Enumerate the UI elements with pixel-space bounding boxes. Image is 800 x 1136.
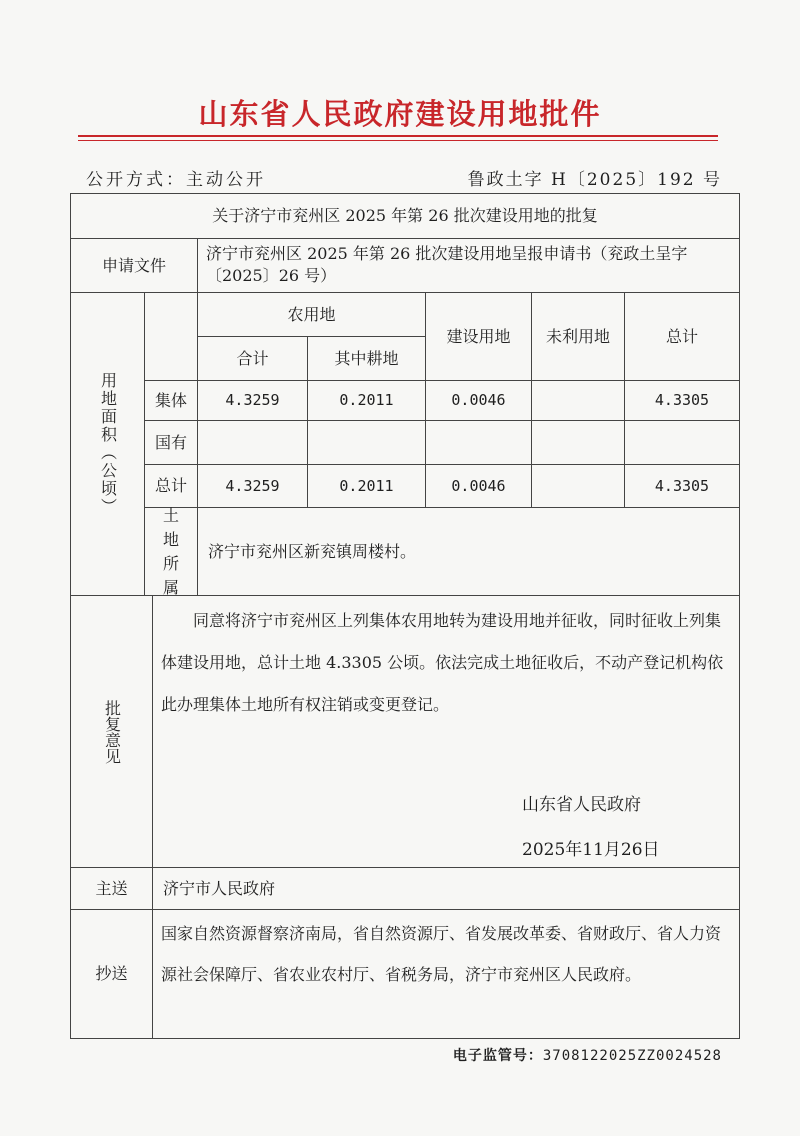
grand-subtotal: 4.3259 [197, 464, 308, 508]
state-construction [425, 420, 532, 465]
collective-construction: 0.0046 [425, 380, 532, 421]
approval-label-cell [70, 595, 153, 868]
row-label-grand-total: 总计 [144, 464, 198, 508]
title-red-rule-thin [78, 140, 718, 141]
grand-construction: 0.0046 [425, 464, 532, 508]
ownership-text: 济宁市兖州区新兖镇周楼村。 [197, 507, 740, 596]
cc-label: 抄送 [70, 909, 153, 1039]
collective-total: 4.3305 [624, 380, 740, 421]
sign-date: 2025年11月26日 [522, 840, 660, 860]
collective-unused [531, 380, 625, 421]
main-recipient-text: 济宁市人民政府 [152, 867, 740, 910]
collective-subtotal: 4.3259 [197, 380, 308, 421]
approval-text: 同意将济宁市兖州区上列集体农用地转为建设用地并征收，同时征收上列集体建设用地，总计土地 4.3305 公顷。依法完成土地征收后，不动产登记机构依此办理集体土地所有权注销或变更登记。 [161, 611, 724, 714]
document-number: 鲁政土字 H〔2025〕192 号 [467, 170, 722, 190]
e-code-value: 3708122025ZZ0024528 [542, 1048, 722, 1064]
approval-label: 批复意见 [102, 699, 122, 764]
application-text: 济宁市兖州区 2025 年第 26 批次建设用地呈报申请书（兖政土呈字〔2025〕26 号） [197, 238, 740, 293]
header-total: 总计 [624, 292, 740, 381]
header-subtotal: 合计 [197, 336, 308, 381]
document-title: 山东省人民政府建设用地批件 [198, 97, 602, 131]
header-construction: 建设用地 [425, 292, 532, 381]
header-corner-cell [144, 292, 198, 381]
state-subtotal [197, 420, 308, 465]
subject-row [70, 193, 740, 239]
main-recipient-label: 主送 [70, 867, 153, 910]
land-area-label-cell [70, 292, 145, 596]
state-cultivated [307, 420, 426, 465]
ownership-label: 土地所属 [144, 507, 198, 596]
collective-cultivated: 0.2011 [307, 380, 426, 421]
application-label: 申请文件 [70, 238, 198, 293]
approval-block [70, 595, 740, 868]
approval-opinion-cell [152, 595, 740, 868]
state-unused [531, 420, 625, 465]
approval-form-table [70, 193, 740, 1039]
grand-unused [531, 464, 625, 508]
signer: 山东省人民政府 [522, 795, 641, 815]
header-cultivated: 其中耕地 [307, 336, 426, 381]
title-red-rule [78, 135, 718, 137]
header-unused: 未利用地 [531, 292, 625, 381]
subject-text: 关于济宁市兖州区 2025 年第 26 批次建设用地的批复 [212, 206, 598, 225]
grand-cultivated: 0.2011 [307, 464, 426, 508]
row-label-state: 国有 [144, 420, 198, 465]
row-label-collective: 集体 [144, 380, 198, 421]
electronic-supervision-number [453, 1045, 722, 1065]
land-area-label: 用地面积（公顷） [98, 372, 118, 516]
disclosure-method: 公开方式：主动公开 [86, 170, 266, 190]
e-code-label: 电子监管号： [452, 1048, 543, 1064]
grand-total: 4.3305 [624, 464, 740, 508]
cc-text: 国家自然资源督察济南局，省自然资源厅、省发展改革委、省财政厅、省人力资源社会保障厅、省农业农村厅、省税务局，济宁市兖州区人民政府。 [152, 909, 740, 1039]
state-total [624, 420, 740, 465]
header-agricultural: 农用地 [197, 292, 426, 337]
